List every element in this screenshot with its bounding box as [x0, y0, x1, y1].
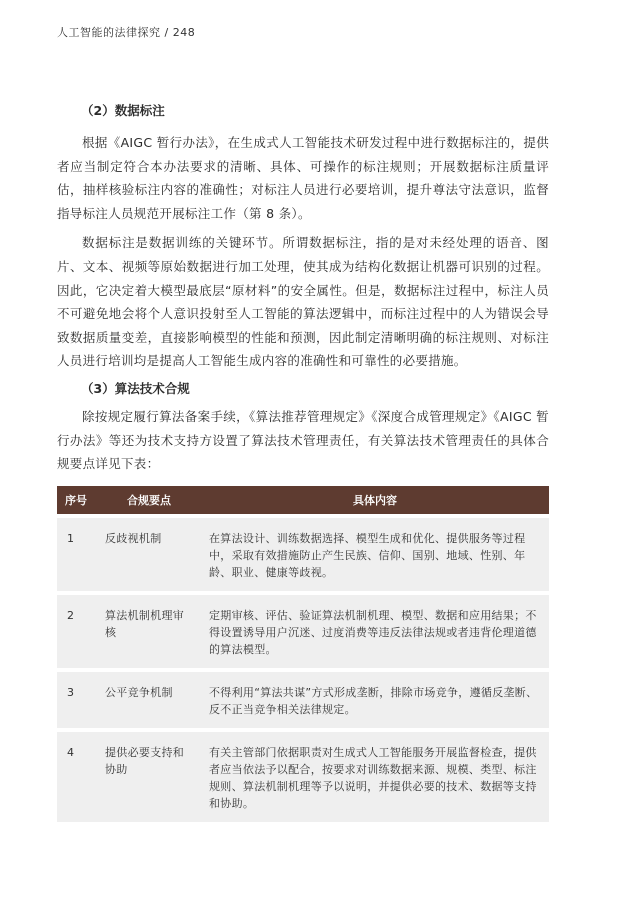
row-index: 2 [57, 595, 97, 668]
header-index: 序号 [57, 486, 97, 514]
header-content: 具体内容 [201, 486, 549, 514]
page-content [57, 101, 549, 826]
row-content: 定期审核、评估、验证算法机制机理、模型、数据和应用结果；不得设置诱导用户沉迷、过度消费等违反法律法规或者违背伦理道德的算法模型。 [201, 595, 549, 668]
table-row [57, 518, 549, 591]
table-row [57, 672, 549, 728]
row-compliance-point: 提供必要支持和协助 [97, 732, 201, 822]
table-row [57, 595, 549, 668]
page-number: / 248 [164, 26, 196, 39]
table-row [57, 732, 549, 822]
table-header-row [57, 486, 549, 514]
row-compliance-point: 反歧视机制 [97, 518, 201, 591]
book-title: 人工智能的法律探究 [57, 26, 161, 39]
paragraph: 根据《AIGC 暂行办法》，在生成式人工智能技术研发过程中进行数据标注的，提供者应当制定符合本办法要求的清晰、具体、可操作的标注规则；开展数据标注质量评估，抽样核验标注内容的准确性；对标注人员进行必要培训，提升尊法守法意识，监督指导标注人员规范开展标注工作（第 8 条）。 [57, 135, 549, 221]
paragraph: 除按规定履行算法备案手续，《算法推荐管理规定》《深度合成管理规定》《AIGC 暂行办法》等还为技术支持方设置了算法技术管理责任，有关算法技术管理责任的具体合规要点详见下表： [57, 408, 549, 472]
running-header [57, 24, 195, 40]
row-content: 在算法设计、训练数据选择、模型生成和优化、提供服务等过程中，采取有效措施防止产生民族、信仰、国别、地域、性别、年龄、职业、健康等歧视。 [201, 518, 549, 591]
row-index: 1 [57, 518, 97, 591]
section-heading-algorithm-compliance: （3）算法技术合规 [81, 380, 190, 396]
row-content: 有关主管部门依据职责对生成式人工智能服务开展监督检查，提供者应当依法予以配合，按要求对训练数据来源、规模、类型、标注规则、算法机制机理等予以说明，并提供必要的技术、数据等支持和协助。 [201, 732, 549, 822]
row-compliance-point: 公平竞争机制 [97, 672, 201, 728]
paragraph: 数据标注是数据训练的关键环节。所谓数据标注，指的是对未经处理的语音、图片、文本、视频等原始数据进行加工处理，使其成为结构化数据让机器可识别的过程。因此，它决定着大模型最底层“原材料”的安全属性。但是，数据标注过程中，标注人员不可避免地会将个人意识投射至人工智能的算法逻辑中，而标注过程中的人为错误会导致数据质量变差，直接影响模型的性能和预测，因此制定清晰明确的标注规则、对标注人员进行培训均是提高人工智能生成内容的准确性和可靠性的必要措施。 [57, 235, 549, 369]
header-compliance-point: 合规要点 [97, 486, 201, 514]
row-content: 不得利用“算法共谋”方式形成垄断，排除市场竞争，遵循反垄断、反不正当竞争相关法律规定。 [201, 672, 549, 728]
row-index: 4 [57, 732, 97, 822]
compliance-table [57, 482, 549, 826]
row-index: 3 [57, 672, 97, 728]
section-heading-data-annotation: （2）数据标注 [81, 103, 165, 118]
row-compliance-point: 算法机制机理审核 [97, 595, 201, 668]
